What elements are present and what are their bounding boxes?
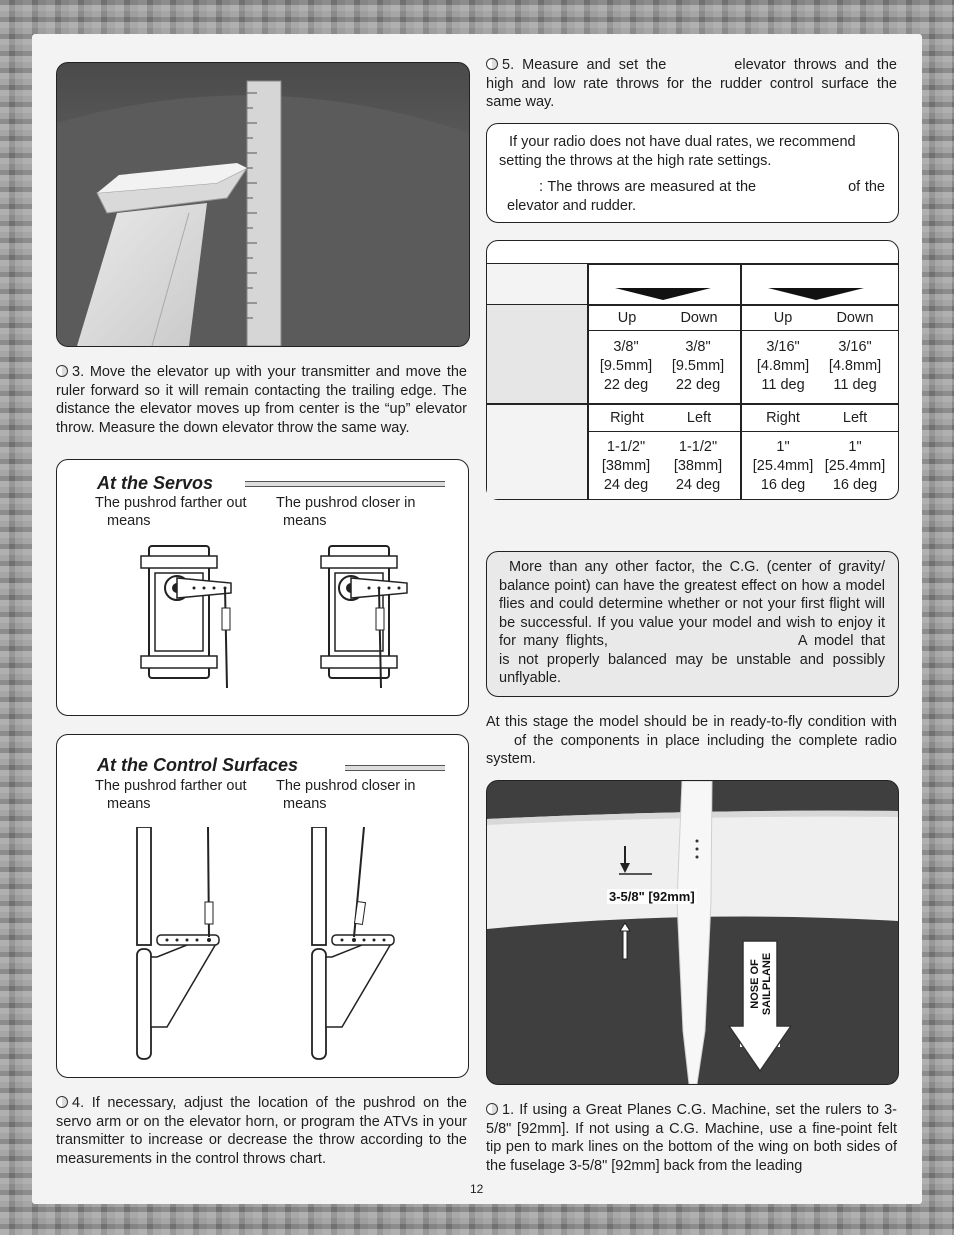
title-rule bbox=[345, 765, 445, 771]
elevator-high-down-value: 3/8" [9.5mm] 22 deg bbox=[671, 339, 725, 393]
control-right-caption-2: means bbox=[283, 796, 327, 812]
cg-note-box bbox=[486, 551, 899, 697]
servos-box-title: At the Servos bbox=[97, 473, 214, 493]
nose-label-line-1: NOSE OF bbox=[749, 959, 761, 1009]
elevator-low-up-value: 3/16" [4.8mm] 11 deg bbox=[756, 339, 810, 393]
column-divider bbox=[587, 264, 589, 499]
step-4-text: 4. If necessary, adjust the location of the pushrod on the servo arm or on the elevator horn, or program the ATVs in your transmitter to increase or decrease the throw according to the measurements in the control throws chart. bbox=[56, 1095, 467, 1167]
control-left-caption-1: The pushrod farther out bbox=[95, 778, 247, 794]
servo-outer-hole-illustration bbox=[139, 538, 239, 688]
stage-line-2a: with bbox=[871, 714, 897, 730]
stage-paragraph bbox=[486, 713, 897, 769]
step-5-paragraph bbox=[486, 56, 897, 112]
cg-note-text bbox=[499, 558, 885, 688]
cg-measure-label: 3-5/8" [92mm] bbox=[609, 889, 695, 904]
dual-rate-note-box bbox=[486, 123, 899, 223]
elevator-low-down-label: Down bbox=[836, 310, 874, 326]
sailplane-underside-illustration bbox=[487, 781, 898, 1084]
cg-photo bbox=[486, 780, 899, 1085]
rudder-high-left-value: 1-1/2" [38mm] 24 deg bbox=[673, 439, 723, 493]
checkbox-icon[interactable] bbox=[56, 365, 68, 377]
rudder-low-left-value: 1" [25.4mm] 16 deg bbox=[824, 439, 886, 493]
servo-right-caption-2: means bbox=[283, 513, 327, 529]
rudder-high-right-label: Right bbox=[610, 410, 644, 426]
step-3-text: 3. Move the elevator up with your transmitter and move the ruler forward so it will remain contacting the trailing edge. The distance the elevator moves up from center is the “up” elevator throw. Measure the down elevator throw the same way. bbox=[56, 364, 467, 436]
checkbox-icon[interactable] bbox=[56, 1096, 68, 1108]
elevator-high-down-label: Down bbox=[680, 310, 718, 326]
step-5-text-b: elevator throws and the high and low rate throws for the rudder control surface the same way. bbox=[486, 57, 897, 110]
horn-outer-hole-illustration bbox=[127, 827, 247, 1062]
dual-rate-note-line-2 bbox=[507, 178, 885, 215]
elevator-subheader-line bbox=[588, 330, 898, 331]
nose-of-sailplane-label bbox=[726, 952, 796, 1016]
servo-inner-hole-illustration bbox=[319, 538, 419, 688]
rudder-low-right-label: Right bbox=[766, 410, 800, 426]
servo-left-caption-2: means bbox=[107, 513, 151, 529]
step-4-paragraph bbox=[56, 1094, 467, 1168]
control-throws-table bbox=[486, 240, 899, 500]
control-left-caption-2: means bbox=[107, 796, 151, 812]
table-row-label-column bbox=[487, 264, 587, 304]
cg-step-1-paragraph bbox=[486, 1101, 897, 1175]
servo-right-caption-1: The pushrod closer in bbox=[276, 495, 416, 511]
cg-note-text-b: A model that is not properly balanced may be unstable and possibly unflyable. bbox=[499, 633, 886, 686]
elevator-high-up-value: 3/8" [9.5mm] 22 deg bbox=[599, 339, 653, 393]
control-surfaces-box bbox=[56, 734, 469, 1078]
rudder-row-label-cell bbox=[487, 405, 587, 499]
servo-left-caption-1: The pushrod farther out bbox=[95, 495, 247, 511]
elevator-high-up-label: Up bbox=[617, 310, 637, 326]
step-3-paragraph bbox=[56, 363, 467, 437]
rudder-high-left-label: Left bbox=[686, 410, 712, 426]
step-5-text-a: 5. Measure and set the bbox=[502, 57, 667, 73]
cg-step-1-text: 1. If using a Great Planes C.G. Machine, set the rulers to 3-5/8" [92mm]. If not using a C.G. Machine, use a fine-point felt tip pen to mark lines on the bottom of the wing on both sides of the fuselage 3-5/8" [92mm] back from the leading bbox=[486, 1102, 897, 1174]
column-divider bbox=[740, 264, 742, 499]
elevator-ruler-photo bbox=[56, 62, 470, 347]
elevator-row-label-cell bbox=[487, 305, 587, 403]
title-rule bbox=[245, 481, 445, 487]
elevator-low-up-label: Up bbox=[773, 310, 793, 326]
elevator-low-down-value: 3/16" [4.8mm] 11 deg bbox=[828, 339, 882, 393]
rudder-low-right-value: 1" [25.4mm] 16 deg bbox=[752, 439, 814, 493]
dual-rate-note-text-a: : The throws are measured at the bbox=[539, 179, 757, 195]
horn-inner-hole-illustration bbox=[302, 827, 422, 1062]
high-rate-arrow-icon bbox=[615, 288, 711, 300]
nose-label-line-2: SAILPLANE bbox=[761, 952, 773, 1016]
low-rate-arrow-icon bbox=[768, 288, 864, 300]
stage-line-1: At this stage the model should be in ready-to-fly condition bbox=[486, 714, 866, 730]
rudder-high-right-value: 1-1/2" [38mm] 24 deg bbox=[601, 439, 651, 493]
rudder-low-left-label: Left bbox=[842, 410, 868, 426]
checkbox-icon[interactable] bbox=[486, 1103, 498, 1115]
dual-rate-note-text-b: of the elevator and rudder. bbox=[507, 179, 885, 214]
control-right-caption-1: The pushrod closer in bbox=[276, 778, 416, 794]
control-box-title: At the Control Surfaces bbox=[97, 755, 299, 775]
elevator-ruler-illustration bbox=[57, 63, 469, 346]
page-number: 12 bbox=[470, 1182, 484, 1196]
dual-rate-note-line-1: If your radio does not have dual rates, we recommend setting the throws at the high rate settings. bbox=[499, 134, 856, 169]
servos-box bbox=[56, 459, 469, 716]
stage-line-2b: of the components in place including the complete radio system. bbox=[486, 732, 897, 767]
cg-note-text-a: More than any other factor, the C.G. (center of gravity/ balance point) can have the greatest effect on how a model flies and could determine whether or not your first flight will be successful. If you value your model and wish to enjoy it for many flights, bbox=[499, 559, 885, 649]
checkbox-icon[interactable] bbox=[486, 58, 498, 70]
rudder-subheader-line bbox=[588, 431, 898, 432]
